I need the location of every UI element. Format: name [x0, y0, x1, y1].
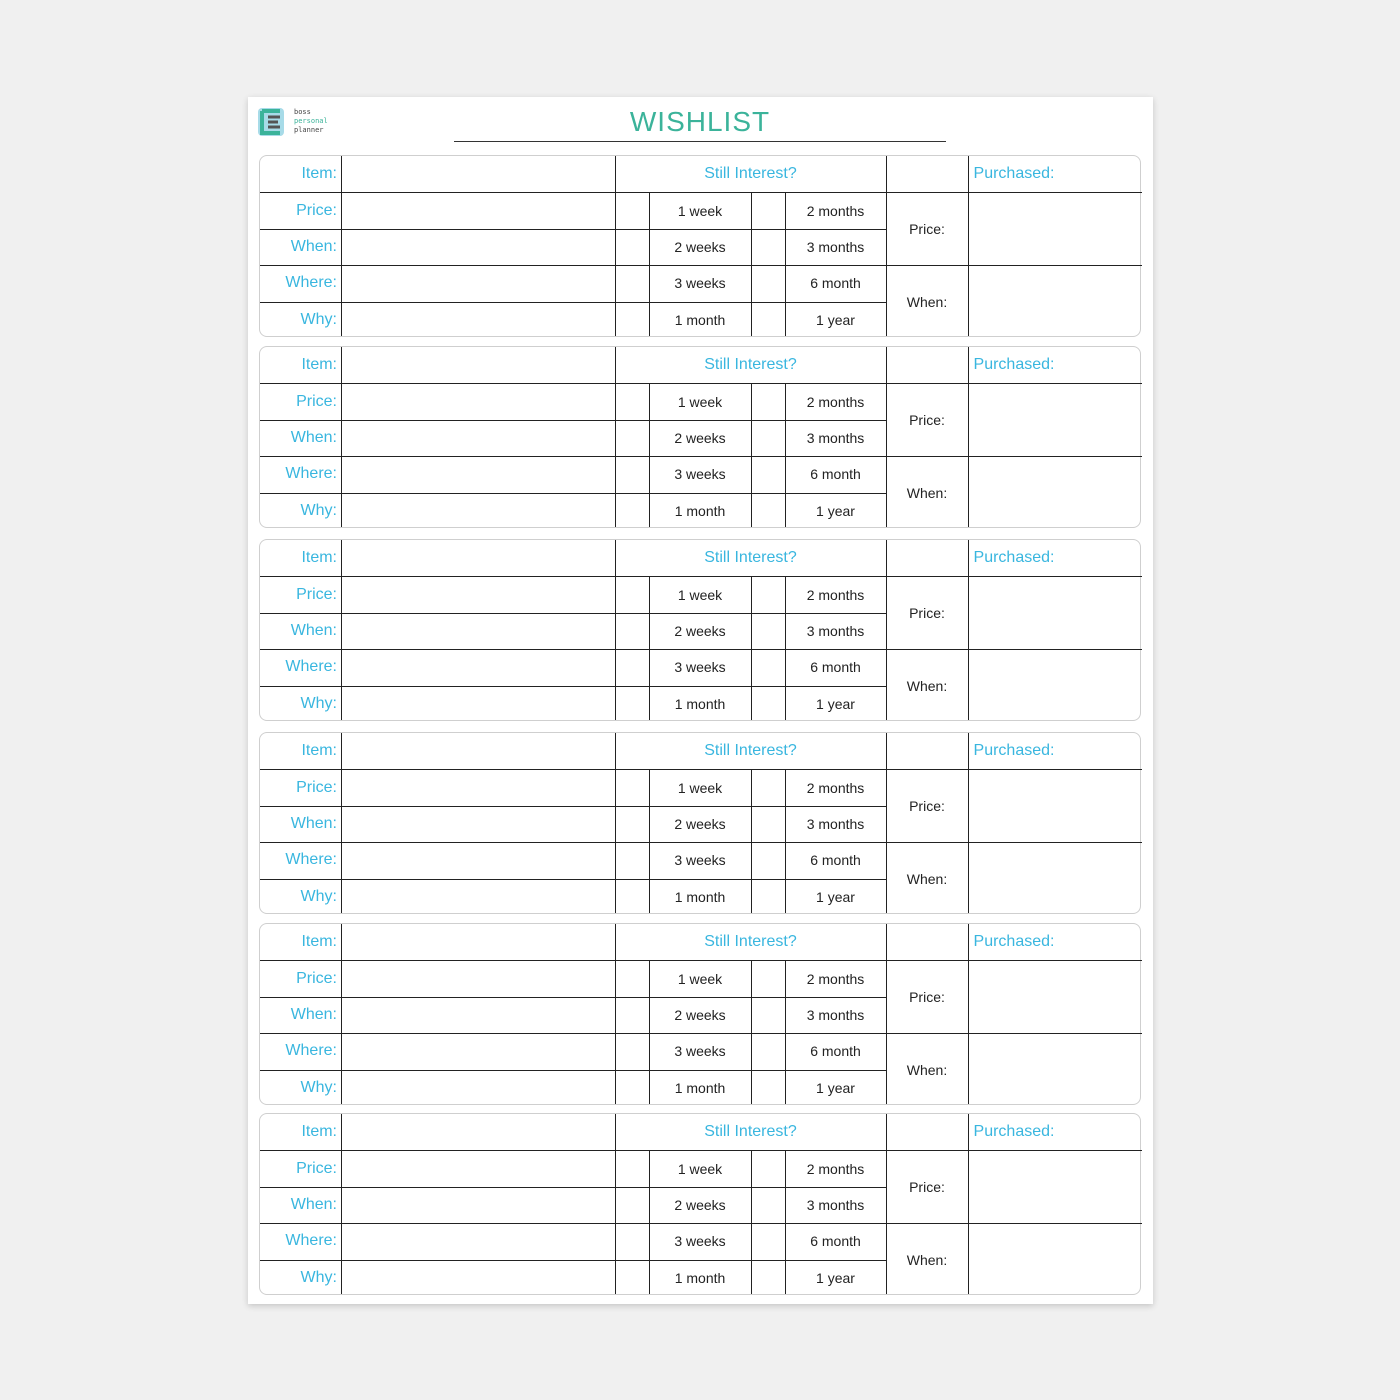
checkbox-weeks_3[interactable]	[616, 1223, 649, 1259]
wishlist-entry	[259, 155, 1141, 337]
purchased-when-label: When:	[906, 677, 948, 694]
option-weeks_3: 3 weeks	[674, 1233, 726, 1250]
checkbox-weeks_3[interactable]	[616, 265, 649, 301]
label-where: Where:	[285, 274, 337, 292]
label-why: Why:	[300, 694, 337, 712]
checkbox-week_1[interactable]	[616, 192, 649, 228]
label-when: When:	[290, 621, 337, 639]
purchased-when-label: When:	[906, 293, 948, 310]
purchased-header: Purchased:	[973, 356, 1055, 374]
brand-logo	[256, 106, 346, 140]
where-field[interactable]	[342, 649, 614, 685]
checkbox-week_1[interactable]	[616, 576, 649, 612]
checkbox-month_1[interactable]	[616, 302, 649, 338]
item-field[interactable]	[342, 347, 614, 383]
purchased-price-field[interactable]	[969, 383, 1141, 456]
option-month_6: 6 month	[810, 275, 861, 292]
option-months_2: 2 months	[806, 1160, 865, 1177]
wishlist-entry	[259, 923, 1141, 1105]
label-item: Item:	[301, 933, 337, 951]
item-field[interactable]	[342, 156, 614, 192]
option-year_1: 1 year	[816, 888, 855, 905]
logo-line-2: personal	[294, 117, 328, 125]
checkbox-month_6[interactable]	[752, 649, 785, 685]
why-field[interactable]	[342, 1070, 614, 1106]
option-months_2: 2 months	[806, 779, 865, 796]
option-month_6: 6 month	[810, 1233, 861, 1250]
option-month_1: 1 month	[674, 502, 726, 519]
option-month_1: 1 month	[674, 695, 726, 712]
label-item: Item:	[301, 165, 337, 183]
option-weeks_3: 3 weeks	[674, 275, 726, 292]
price-field[interactable]	[342, 576, 614, 612]
purchased-header: Purchased:	[973, 1123, 1055, 1141]
checkbox-year_1[interactable]	[752, 879, 785, 915]
checkbox-month_6[interactable]	[752, 1223, 785, 1259]
purchased-header: Purchased:	[973, 933, 1055, 951]
still-interest-header: Still Interest?	[704, 933, 797, 951]
when-field[interactable]	[342, 997, 614, 1033]
option-months_2: 2 months	[806, 202, 865, 219]
checkbox-month_6[interactable]	[752, 1033, 785, 1069]
checkbox-weeks_3[interactable]	[616, 456, 649, 492]
checkbox-weeks_2[interactable]	[616, 997, 649, 1033]
why-field[interactable]	[342, 686, 614, 722]
when-field[interactable]	[342, 806, 614, 842]
label-why: Why:	[300, 887, 337, 905]
option-month_6: 6 month	[810, 466, 861, 483]
option-months_3: 3 months	[806, 429, 865, 446]
logo-line-1: boss	[294, 108, 311, 116]
checkbox-month_1[interactable]	[616, 686, 649, 722]
purchased-when-field[interactable]	[969, 649, 1141, 722]
checkbox-months_3[interactable]	[752, 420, 785, 456]
purchased-when-field[interactable]	[969, 842, 1141, 915]
checkbox-months_3[interactable]	[752, 229, 785, 265]
price-field[interactable]	[342, 383, 614, 419]
checkbox-months_3[interactable]	[752, 806, 785, 842]
checkbox-year_1[interactable]	[752, 686, 785, 722]
checkbox-weeks_3[interactable]	[616, 1033, 649, 1069]
checkbox-weeks_3[interactable]	[616, 649, 649, 685]
still-interest-header: Still Interest?	[704, 356, 797, 374]
label-price: Price:	[296, 392, 337, 410]
option-month_1: 1 month	[674, 1269, 726, 1286]
checkbox-weeks_2[interactable]	[616, 613, 649, 649]
checkbox-month_1[interactable]	[616, 1070, 649, 1106]
checkbox-year_1[interactable]	[752, 302, 785, 338]
purchased-when-label: When:	[906, 870, 948, 887]
option-weeks_3: 3 weeks	[674, 852, 726, 869]
label-where: Where:	[285, 1232, 337, 1250]
still-interest-header: Still Interest?	[704, 742, 797, 760]
logo-mark-icon	[256, 106, 288, 138]
item-field[interactable]	[342, 924, 614, 960]
checkbox-months_2[interactable]	[752, 576, 785, 612]
purchased-price-label: Price:	[909, 1178, 945, 1195]
label-item: Item:	[301, 549, 337, 567]
option-year_1: 1 year	[816, 502, 855, 519]
where-field[interactable]	[342, 1223, 614, 1259]
option-weeks_2: 2 weeks	[674, 815, 726, 832]
wishlist-entry	[259, 346, 1141, 528]
option-weeks_2: 2 weeks	[674, 429, 726, 446]
option-weeks_3: 3 weeks	[674, 659, 726, 676]
option-months_3: 3 months	[806, 622, 865, 639]
why-field[interactable]	[342, 302, 614, 338]
label-where: Where:	[285, 1042, 337, 1060]
option-week_1: 1 week	[677, 586, 723, 603]
label-when: When:	[290, 428, 337, 446]
option-year_1: 1 year	[816, 1269, 855, 1286]
price-field[interactable]	[342, 960, 614, 996]
option-months_3: 3 months	[806, 1196, 865, 1213]
checkbox-weeks_2[interactable]	[616, 806, 649, 842]
purchased-when-field[interactable]	[969, 1223, 1141, 1296]
when-field[interactable]	[342, 613, 614, 649]
purchased-price-field[interactable]	[969, 769, 1141, 842]
option-week_1: 1 week	[677, 1160, 723, 1177]
label-where: Where:	[285, 465, 337, 483]
label-when: When:	[290, 814, 337, 832]
checkbox-weeks_2[interactable]	[616, 1187, 649, 1223]
price-field[interactable]	[342, 192, 614, 228]
label-price: Price:	[296, 585, 337, 603]
checkbox-year_1[interactable]	[752, 1070, 785, 1106]
option-week_1: 1 week	[677, 202, 723, 219]
checkbox-months_2[interactable]	[752, 192, 785, 228]
label-price: Price:	[296, 969, 337, 987]
still-interest-header: Still Interest?	[704, 165, 797, 183]
option-months_2: 2 months	[806, 586, 865, 603]
purchased-header: Purchased:	[973, 549, 1055, 567]
checkbox-weeks_2[interactable]	[616, 420, 649, 456]
label-price: Price:	[296, 201, 337, 219]
option-week_1: 1 week	[677, 970, 723, 987]
purchased-price-label: Price:	[909, 411, 945, 428]
logo-wordmark	[294, 108, 328, 135]
checkbox-week_1[interactable]	[616, 960, 649, 996]
when-field[interactable]	[342, 420, 614, 456]
checkbox-weeks_3[interactable]	[616, 842, 649, 878]
purchased-when-field[interactable]	[969, 1033, 1141, 1106]
option-weeks_3: 3 weeks	[674, 1043, 726, 1060]
label-when: When:	[290, 1195, 337, 1213]
option-months_3: 3 months	[806, 238, 865, 255]
option-weeks_3: 3 weeks	[674, 466, 726, 483]
label-item: Item:	[301, 356, 337, 374]
label-where: Where:	[285, 658, 337, 676]
label-why: Why:	[300, 1268, 337, 1286]
checkbox-months_3[interactable]	[752, 613, 785, 649]
checkbox-months_2[interactable]	[752, 769, 785, 805]
purchased-price-label: Price:	[909, 604, 945, 621]
checkbox-year_1[interactable]	[752, 493, 785, 529]
checkbox-week_1[interactable]	[616, 1150, 649, 1186]
checkbox-year_1[interactable]	[752, 1260, 785, 1296]
option-months_3: 3 months	[806, 1006, 865, 1023]
why-field[interactable]	[342, 1260, 614, 1296]
item-field[interactable]	[342, 540, 614, 576]
purchased-when-field[interactable]	[969, 265, 1141, 338]
purchased-price-field[interactable]	[969, 960, 1141, 1033]
when-field[interactable]	[342, 229, 614, 265]
option-month_6: 6 month	[810, 1043, 861, 1060]
item-field[interactable]	[342, 1114, 614, 1150]
checkbox-month_1[interactable]	[616, 1260, 649, 1296]
where-field[interactable]	[342, 265, 614, 301]
label-where: Where:	[285, 851, 337, 869]
option-months_2: 2 months	[806, 393, 865, 410]
label-price: Price:	[296, 778, 337, 796]
option-month_6: 6 month	[810, 852, 861, 869]
checkbox-month_6[interactable]	[752, 265, 785, 301]
when-field[interactable]	[342, 1187, 614, 1223]
purchased-price-field[interactable]	[969, 192, 1141, 265]
checkbox-weeks_2[interactable]	[616, 229, 649, 265]
checkbox-months_2[interactable]	[752, 1150, 785, 1186]
wishlist-page	[248, 97, 1153, 1304]
where-field[interactable]	[342, 1033, 614, 1069]
price-field[interactable]	[342, 1150, 614, 1186]
option-year_1: 1 year	[816, 311, 855, 328]
purchased-header: Purchased:	[973, 165, 1055, 183]
option-month_6: 6 month	[810, 659, 861, 676]
purchased-price-field[interactable]	[969, 1150, 1141, 1223]
option-months_3: 3 months	[806, 815, 865, 832]
purchased-when-field[interactable]	[969, 456, 1141, 529]
option-week_1: 1 week	[677, 393, 723, 410]
where-field[interactable]	[342, 456, 614, 492]
item-field[interactable]	[342, 733, 614, 769]
option-months_2: 2 months	[806, 970, 865, 987]
purchased-price-label: Price:	[909, 797, 945, 814]
option-month_1: 1 month	[674, 1079, 726, 1096]
why-field[interactable]	[342, 879, 614, 915]
option-month_1: 1 month	[674, 311, 726, 328]
logo-line-3: planner	[294, 126, 324, 134]
checkbox-month_6[interactable]	[752, 842, 785, 878]
still-interest-header: Still Interest?	[704, 1123, 797, 1141]
label-item: Item:	[301, 742, 337, 760]
wishlist-entry	[259, 1113, 1141, 1295]
option-year_1: 1 year	[816, 1079, 855, 1096]
checkbox-month_6[interactable]	[752, 456, 785, 492]
checkbox-months_2[interactable]	[752, 960, 785, 996]
where-field[interactable]	[342, 842, 614, 878]
still-interest-header: Still Interest?	[704, 549, 797, 567]
checkbox-month_1[interactable]	[616, 493, 649, 529]
purchased-when-label: When:	[906, 1061, 948, 1078]
label-when: When:	[290, 1005, 337, 1023]
wishlist-entry	[259, 732, 1141, 914]
purchased-price-label: Price:	[909, 220, 945, 237]
purchased-when-label: When:	[906, 1251, 948, 1268]
option-weeks_2: 2 weeks	[674, 622, 726, 639]
option-weeks_2: 2 weeks	[674, 1006, 726, 1023]
label-price: Price:	[296, 1159, 337, 1177]
checkbox-week_1[interactable]	[616, 769, 649, 805]
option-weeks_2: 2 weeks	[674, 238, 726, 255]
purchased-price-label: Price:	[909, 988, 945, 1005]
label-when: When:	[290, 237, 337, 255]
why-field[interactable]	[342, 493, 614, 529]
checkbox-month_1[interactable]	[616, 879, 649, 915]
option-weeks_2: 2 weeks	[674, 1196, 726, 1213]
label-why: Why:	[300, 501, 337, 519]
wishlist-entry	[259, 539, 1141, 721]
purchased-price-field[interactable]	[969, 576, 1141, 649]
option-month_1: 1 month	[674, 888, 726, 905]
checkbox-months_3[interactable]	[752, 1187, 785, 1223]
option-week_1: 1 week	[677, 779, 723, 796]
label-item: Item:	[301, 1123, 337, 1141]
checkbox-week_1[interactable]	[616, 383, 649, 419]
price-field[interactable]	[342, 769, 614, 805]
label-why: Why:	[300, 1078, 337, 1096]
purchased-header: Purchased:	[973, 742, 1055, 760]
label-why: Why:	[300, 310, 337, 328]
option-year_1: 1 year	[816, 695, 855, 712]
checkbox-months_3[interactable]	[752, 997, 785, 1033]
purchased-when-label: When:	[906, 484, 948, 501]
checkbox-months_2[interactable]	[752, 383, 785, 419]
page-title: WISHLIST	[454, 103, 946, 142]
